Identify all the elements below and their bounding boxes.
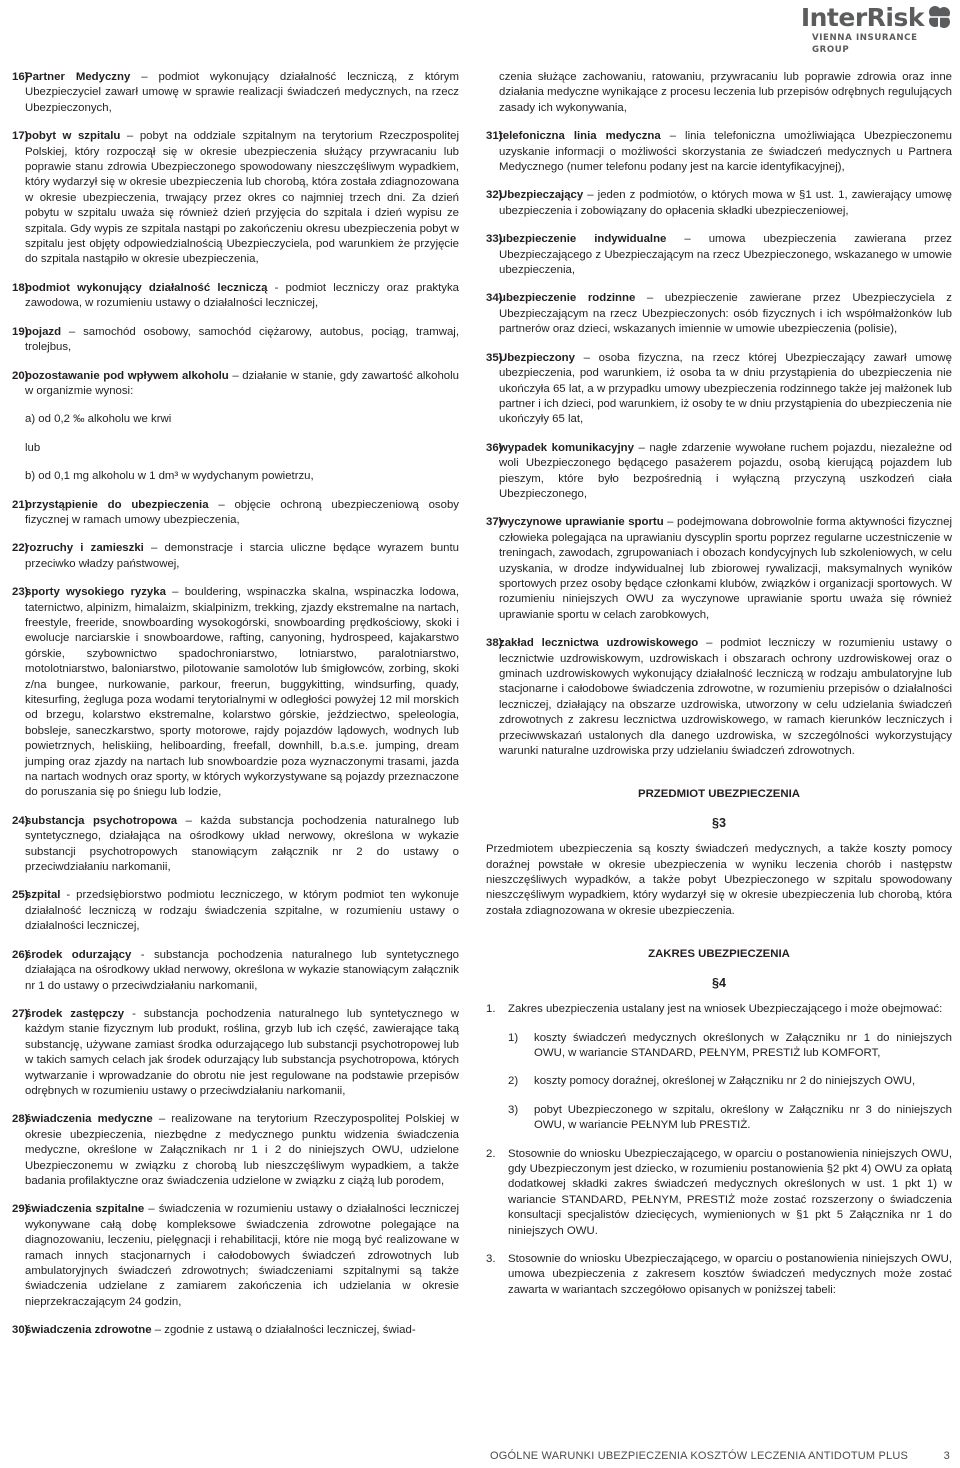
right-column xyxy=(486,70,952,1311)
scope-item-1: 1. Zakres ubezpieczenia ustalany jest na wniosek Ubezpieczającego i może obejmować: xyxy=(486,1003,943,1016)
alcohol-thresholds xyxy=(12,412,459,484)
paragraph-3-mark: §3 xyxy=(711,815,726,830)
logo-name: InterRisk xyxy=(800,3,924,32)
section-heading-subject: PRZEDMIOT UBEZPIECZENIA xyxy=(637,788,800,801)
definition-22: 22) rozruchy i zamieszki – demonstracje i starcia uliczne będące wyrazem buntu przeciwko władzy państwowej, xyxy=(12,542,459,570)
definition-term: zakład lecznictwa uzdrowiskowego xyxy=(499,637,699,650)
definition-34: 34) ubezpieczenie rodzinne – ubezpieczenie zawierane przez Ubezpieczyciela z Ubezpieczającym na rzecz Ubezpieczonych: osób fizycznych i ich współmałżonków lub partnerów oraz dzieci, wskazanych imiennie w umowie ubezpieczenia (polisie), xyxy=(486,292,952,336)
clover-logo-icon xyxy=(926,4,952,32)
definition-term: środek zastępczy xyxy=(25,1007,125,1020)
threshold-b: b) od 0,1 mg alkoholu w 1 dm³ w wydychanym powietrzu, xyxy=(25,470,314,483)
definition-term: rozruchy i zamieszki xyxy=(25,542,144,555)
logo-subtitle: VIENNA INSURANCE GROUP xyxy=(812,33,918,55)
definition-31: 31) telefoniczna linia medyczna – linia telefoniczna umożliwiająca Ubezpieczonemu uzyskanie informacji o możliwości skorzystania ze świadczeń medycznych u Partnera Medycznego (numer telefonu podany jest na karcie identyfikacyjnej), xyxy=(486,130,953,174)
definition-28: 28) świadczenia medyczne – realizowane na terytorium Rzeczypospolitej Polskiej w okresie ubezpieczenia, niezbędne z medycznego punktu widzenia świadczenia medyczne, określone w Załącznikach nr 1 i 2 do niniejszych OWU, udzielone Ubezpieczonemu w związku z chorobą lub nieszczęśliwym wypadkiem, a także badania profilaktyczne oraz świadczenia udzielone w związku z ciążą lub porodem, xyxy=(12,1113,459,1187)
definition-25: 25) szpital - przedsiębiorstwo podmiotu leczniczego, w którym podmiot ten wykonuje działalność leczniczą w rodzaju świadczenia szpitalne, w rozumieniu ustawy o działalności leczniczej, xyxy=(12,889,459,933)
definition-term: przystąpienie do ubezpieczenia xyxy=(25,498,209,511)
definition-30-continued: czenia służące zachowaniu, ratowaniu, przywracaniu lub poprawie zdrowia oraz inne działania medyczne wynikające z procesu leczenia lub przepisów odrębnych regulujących zasady ich wykonywania, xyxy=(499,71,952,114)
page-number: 3 xyxy=(943,1450,950,1462)
definition-term: Ubezpieczony xyxy=(499,351,575,364)
definition-24: 24) substancja psychotropowa – każda substancja pochodzenia naturalnego lub syntetycznego, działająca na ośrodkowy układ nerwowy, określona w wykazie substancji psychotropowych stanowiącym załącznik nr 2 do ustawy o przeciwdziałaniu narkomanii, xyxy=(12,814,459,874)
definition-term: podmiot wykonujący działalność leczniczą xyxy=(25,281,268,294)
definition-18: 18) podmiot wykonujący działalność leczniczą - podmiot leczniczy oraz praktyka zawodowa, w rozumieniu ustawy o działalności leczniczej, xyxy=(12,281,459,310)
definition-term: świadczenia szpitalne xyxy=(25,1203,145,1216)
definition-term: pojazd xyxy=(25,325,62,338)
definition-term: szpital xyxy=(25,889,61,902)
definition-33: 33) ubezpieczenie indywidualne – umowa ubezpieczenia zawierana przez Ubezpieczającego z Ubezpieczającym na rzecz Ubezpieczonego, wskazanego w umowie ubezpieczenia, xyxy=(486,233,952,277)
definition-37: 37) wyczynowe uprawianie sportu – podejmowana dobrowolnie forma aktywności fizycznej człowieka polegająca na uprawianiu dyscyplin sportu poprzez regularne uczestniczenie w treningach, zawodach, zgrupowaniach i obozach kondycyjnych lub szkoleniowych, w celu uzyskania, w drodze indywidualnej lub zbiorowej rywalizacji, maksymalnych wyników sportowych przez osoby będące członkami klubów, związków i organizacji sportowych. W rozumieniu niniejszych OWU za wyczynowe uprawianie sportu uważa się również uprawianie sportu w celach zarobkowych, xyxy=(486,516,952,621)
definition-term: wypadek komunikacyjny xyxy=(499,441,634,454)
definition-term: Ubezpieczający xyxy=(499,189,584,202)
definition-term: Partner Medyczny xyxy=(25,71,131,83)
definition-19: 19) pojazd – samochód osobowy, samochód ciężarowy, autobus, pociąg, tramwaj, trolejbus, xyxy=(12,325,459,354)
definition-17: 17) pobyt w szpitalu – pobyt na oddziale szpitalnym na terytorium Rzeczpospolitej Polskiej, który rozpoczął się w okresie ubezpieczenia służący przywracaniu lub poprawie stanu zdrowia Ubezpieczonego spowodowany nieszczęśliwym wypadkiem, który wydarzył się w okresie ubezpieczenia lub chorobą, która została zdiagnozowana w okresie ubezpieczenia, trwający przez okres co najmniej trzech dni. Za dzień pobytu w szpitalu uważa się również dzień przyjęcia do szpitala i dzień wypisu ze szpitala. Gdy wypis ze szpitala nastąpi po zakończeniu okresu ubezpieczenia pobyt w szpitalu jest objęty odpowiedzialnością Ubezpieczyciela, pod warunkiem że przyjęcie do szpitala nastąpiło w okresie ubezpieczenia, xyxy=(12,130,459,266)
threshold-or: lub xyxy=(25,441,41,454)
threshold-a: a) od 0,2 ‰ alkoholu we krwi xyxy=(25,413,172,426)
definition-term: ubezpieczenie indywidualne xyxy=(499,233,667,246)
definition-20: 20) pozostawanie pod wpływem alkoholu – działanie w stanie, gdy zawartość alkoholu w organizmie wynosi: xyxy=(12,369,459,397)
definition-term: świadczenia zdrowotne xyxy=(25,1324,152,1337)
definition-term: świadczenia medyczne xyxy=(25,1113,153,1126)
left-column xyxy=(12,70,459,1352)
definition-36: 36) wypadek komunikacyjny – nagłe zdarzenie wywołane ruchem pojazdu, niezależne od woli Ubezpieczonego będącego pasażerem pojazdu, osobą kierującą pojazdem lub pieszym, które było bezpośrednią i wyłączną przyczyną uszkodzeń ciała Ubezpieczonego, xyxy=(486,441,952,500)
company-logo xyxy=(800,3,952,55)
definition-term: wyczynowe uprawianie sportu xyxy=(499,516,664,529)
definition-term: telefoniczna linia medyczna xyxy=(499,130,661,143)
definition-29: 29) świadczenia szpitalne – świadczenia w rozumieniu ustawy o działalności leczniczej wykonywane całą dobę kompleksowe świadczenia zdrowotne polegające na diagnozowaniu, leczeniu, pielęgnacji i rehabilitacji, które nie mogą być realizowane w ramach innych stacjonarnych i całodobowych świadczeń zdrowotnych lub ambulatoryjnych świadczeń zdrowotnych; świadczeniami szpitalnymi są także świadczenia udzielane z zamiarem zakończenia ich udzielania w okresie nieprzekraczającym 24 godzin, xyxy=(12,1203,459,1308)
scope-subitem-3: 3) pobyt Ubezpieczonego w szpitalu, określony w Załączniku nr 3 do niniejszych OWU, w wariancie PEŁNYM lub PRESTIŻ. xyxy=(508,1103,952,1132)
definition-23: 23) sporty wysokiego ryzyka – bouldering, wspinaczka skalna, wspinaczka lodowa, taternictwo, alpinizm, himalaizm, skialpinizm, trekking, zjazdy ekstremalne na nartach, freestyle, freeride, snowboarding wysokogórski, snowboarding prędkościowy, skoki i ewolucje narciarskie i snowboardowe, rafting, canyoning, hydrospeed, kajakarstwo górskie, szybownictwo spadochroniarstwo, lotniarstwo, paralotniarstwo, motolotniarstwo, baloniarstwo, pilotowanie samolotów lub śmigłowców, zorbing, skoki z/na bungee, nurkowanie, parkour, freerun, buggykitting, windsurfing, quady, kitesurfing, żegluga poza wodami terytorialnymi w odległości powyżej 12 mil morskich od brzegu, kolarstwo ekstremalne, kolarstwo górskie, jeździectwo, speleologia, bobsleje, saneczkarstwo, sporty motorowe, rajdy pojazdów lądowych, wodnych lub powietrznych, heliskiing, heliboarding, freefall, downhill, b.a.s.e. jumping, dream jumping oraz zjazdy na nartach lub snowboardzie poza wyznaczonymi trasami, jazda na nartach wodnych oraz sporty, w których wykorzystywane są pojazdy przeznaczone do poruszania się po śniegu lub lodzie, xyxy=(12,586,459,799)
definition-27: 27) środek zastępczy - substancja pochodzenia naturalnego lub syntetycznego w każdym stanie fizycznym lub produkt, roślina, grzyb lub ich część, zawierające taką substancję, używane zamiast środka odurzającego lub substancji psychotropowej lub w takich samych celach jak środek odurzający lub substancja psychotropowa, których wytwarzanie i wprowadzanie do obrotu nie jest regulowane na podstawie przepisów odrębnych w rozumieniu ustawy o przeciwdziałaniu narkomanii, xyxy=(12,1007,459,1097)
paragraph-3-body: Przedmiotem ubezpieczenia są koszty świadczeń medycznych, a także koszty pomocy doraźnej powstałe w okresie ubezpieczenia w wyniku leczenia chorób i następstw nieszczęśliwych wypadków, a także pobyt Ubezpieczonego w szpitalu spowodowany nieszczęśliwym wypadkiem, który wydarzył się w okresie ubezpieczenia lub chorobą, która została zdiagnozowana w okresie ubezpieczenia. xyxy=(486,843,952,917)
definition-26: 26) środek odurzający - substancja pochodzenia naturalnego lub syntetycznego działająca na ośrodkowy układ nerwowy, określona w wykazie stanowiącym załącznik nr 1 do ustawy o przeciwdziałaniu narkomanii, xyxy=(12,948,459,992)
definition-term: substancja psychotropowa xyxy=(25,814,178,827)
definition-term: ubezpieczenie rodzinne xyxy=(499,292,636,305)
scope-item-3: 3. Stosownie do wniosku Ubezpieczającego, w oparciu o postanowienia niniejszych OWU, umowa ubezpieczenia z zakresem kosztów świadczeń medycznych może zostać zawarta w wariantach szczegółowo opisanych w poniższej tabeli: xyxy=(486,1252,952,1296)
footer-title: OGÓLNE WARUNKI UBEZPIECZENIA KOSZTÓW LECZENIA ANTIDOTUM PLUS xyxy=(490,1450,909,1462)
definition-30: 30) świadczenia zdrowotne – zgodnie z ustawą o działalności leczniczej, świad- xyxy=(12,1324,416,1337)
definition-32: 32) Ubezpieczający – jeden z podmiotów, o których mowa w §1 ust. 1, zawierający umowę ubezpieczenia i zobowiązany do opłacenia składki ubezpieczeniowej, xyxy=(486,189,952,217)
definition-21: 21) przystąpienie do ubezpieczenia – objęcie ochroną ubezpieczeniową osoby fizycznej w ramach umowy ubezpieczenia, xyxy=(12,498,459,526)
definition-35: 35) Ubezpieczony – osoba fizyczna, na rzecz której Ubezpieczający zawarł umowę ubezpieczenia, pod warunkiem, iż osoba ta w dniu przystąpienia do ubezpieczenia nie ukończyła 65 lat, a w przypadku umowy ubezpieczenia rodzinnego także jej małżonek lub partner i ich dzieci, pod warunkiem, iż osoby te w dniu przystąpienia do ubezpieczenia nie ukończyły 65 lat, xyxy=(486,351,952,426)
definition-term: środek odurzający xyxy=(25,948,132,961)
page-footer xyxy=(490,1449,950,1463)
definition-16: 16) Partner Medyczny – podmiot wykonujący działalność leczniczą, z którym Ubezpieczyciel zawarł umowę w sprawie realizacji świadczeń medycznych, na rzecz Ubezpieczonych, xyxy=(12,71,459,114)
paragraph-4-mark: §4 xyxy=(711,975,726,990)
definition-term: sporty wysokiego ryzyka xyxy=(25,586,166,599)
definition-term: pozostawanie pod wpływem alkoholu xyxy=(25,369,229,382)
scope-subitem-1: 1) koszty świadczeń medycznych określonych w Załączniku nr 1 do niniejszych OWU, w wariancie STANDARD, PEŁNYM, PRESTIŻ lub KOMFORT, xyxy=(508,1031,952,1059)
section-heading-scope: ZAKRES UBEZPIECZENIA xyxy=(648,948,790,961)
definition-term: pobyt w szpitalu xyxy=(25,130,121,143)
scope-item-2: 2. Stosownie do wniosku Ubezpieczającego, w oparciu o postanowienia niniejszych OWU, gdy Ubezpieczonym jest dziecko, w rozumieniu postanowienia §2 pkt 4) OWU za opłatą dodatkowej składki zakres świadczeń medycznych określonych w ust. 1 pkt 1) w wariancie STANDARD, PEŁNYM, PRESTIŻ może zostać rozszerzony o świadczenia konsultacji specjalistów dziecięcych, wymienionych w §1 pkt 5 Załącznika nr 1 do niniejszych OWU. xyxy=(486,1147,952,1237)
definition-38: 38) zakład lecznictwa uzdrowiskowego – podmiot leczniczy w rozumieniu ustawy o lecznictwie uzdrowiskowym, uzdrowiskach i obszarach ochrony uzdrowiskowej oraz o gminach uzdrowiskowych wykonujący działalność leczniczą w rodzaju ambulatoryjne lub stacjonarne i całodobowe świadczenia zdrowotne, w rozumieniu przepisów o działalności leczniczej, działający na obszarze uzdrowiska, utworzony w celu udzielania świadczeń zdrowotnych z zakresu lecznictwa uzdrowiskowego, w ramach kierunków leczniczych i przeciwwskazań ustalonych dla danego uzdrowiska, w szczególności wykorzystujący warunki naturalne uzdrowiska przy udzielaniu świadczeń zdrowotnych. xyxy=(486,637,952,758)
scope-subitem-2: 2) koszty pomocy doraźnej, określonej w Załączniku nr 2 do niniejszych OWU, xyxy=(508,1075,916,1088)
